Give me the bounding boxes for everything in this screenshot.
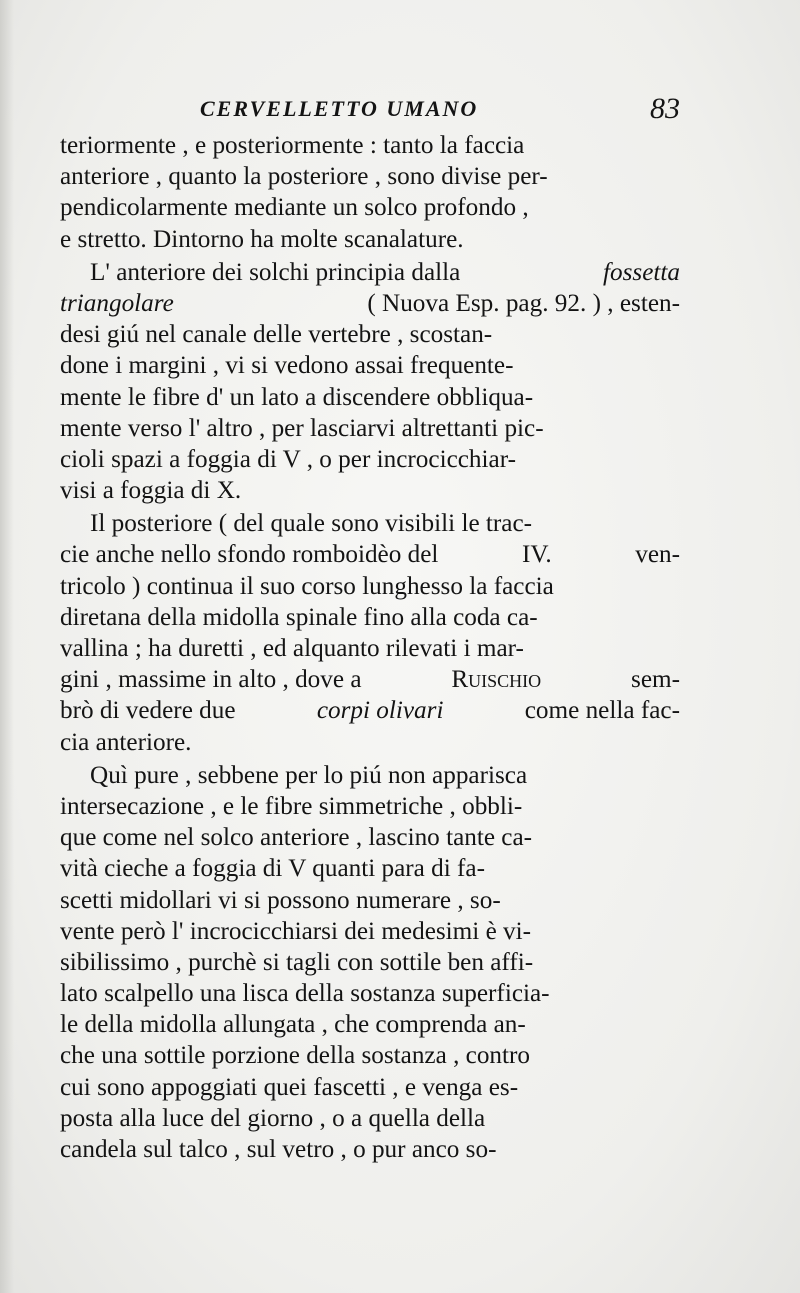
text-line: sibilissimo , purchè si tagli con sottile ben affi- [60, 948, 534, 976]
paragraph-start-line: L' anteriore dei solchi principia dalla fossetta [60, 257, 680, 288]
text-line: posta alla luce del giorno , o a quella della [60, 1104, 486, 1132]
text-line: done i margini , vi si vedono assai frequente- [60, 352, 514, 380]
text-line: cia anteriore. [60, 728, 192, 756]
text-line: gini , massime in alto , dove a Ruischio sem- [60, 664, 680, 695]
text-line: desi giú nel canale delle vertebre , scostan- [60, 321, 493, 349]
text-line: mente le fibre d' un lato a discendere obbliqua- [60, 383, 534, 411]
author-name: Ruischio [451, 666, 542, 694]
citation: ( Nuova Esp. pag. 92. ) , esten- [367, 289, 680, 317]
term-fossetta: fossetta [603, 258, 680, 286]
text-line: intersecazione , e le fibre simmetriche , obbli- [60, 792, 523, 820]
text-line: anteriore , quanto la posteriore , sono divise per- [60, 163, 548, 191]
text-line: vità cieche a foggia di V quanti para di fa- [60, 855, 485, 883]
text-line: scetti midollari vi si possono numerare , so- [60, 886, 501, 914]
text-line: vallina ; ha duretti , ed alquanto rilevati i mar- [60, 635, 524, 662]
text-line [60, 288, 680, 319]
text-line: tricolo ) continua il suo corso lunghesso la faccia [60, 572, 554, 600]
term-triangolare: triangolare [60, 289, 174, 317]
text-line: visi a foggia di X. [60, 477, 242, 505]
text-line: le della midolla allungata , che comprenda an- [60, 1011, 526, 1039]
gutter-shadow [0, 0, 14, 1293]
text-line: che una sottile porzione della sostanza , contro [60, 1042, 531, 1070]
text-line: cioli spazi a foggia di V , o per incrocicchiar- [60, 445, 516, 473]
text-line: teriormente , e posteriormente : tanto la faccia [60, 132, 525, 159]
text-line: cie anche nello sfondo romboidèo del IV. ven- [60, 539, 680, 570]
roman-numeral: IV. [521, 541, 552, 569]
text-line: cui sono appoggiati quei fascetti , e venga es- [60, 1073, 519, 1101]
text-line: vente però l' incrocicchiarsi dei medesimi è vi- [60, 917, 532, 945]
paragraph-start-line: Quì pure , sebbene per lo piú non apparisca [90, 761, 528, 789]
text-line: brò di vedere due corpi olivari come nella fac- [60, 695, 680, 726]
text-line: mente verso l' altro , per lasciarvi altrettanti pic- [60, 414, 544, 442]
running-head: CERVELLETTO UMANO [200, 96, 479, 121]
page-header [60, 92, 680, 128]
text-line: pendicolarmente mediante un solco profondo , [60, 194, 529, 222]
text-line: que come nel solco anteriore , lascino tante ca- [60, 824, 533, 852]
term-corpi-olivari: corpi olivari [316, 697, 444, 725]
paragraph-start-line: Il posteriore ( del quale sono visibili le trac- [90, 510, 533, 538]
text-line: e stretto. Dintorno ha molte scanalature. [60, 225, 464, 253]
text-line: candela sul talco , sul vetro , o pur anco so- [60, 1136, 497, 1163]
text-line: lato scalpello una lisca della sostanza superficia- [60, 980, 550, 1008]
page-number: 83 [650, 92, 680, 125]
body-text [60, 130, 680, 1165]
text-line: diretana della midolla spinale fino alla coda ca- [60, 603, 538, 631]
